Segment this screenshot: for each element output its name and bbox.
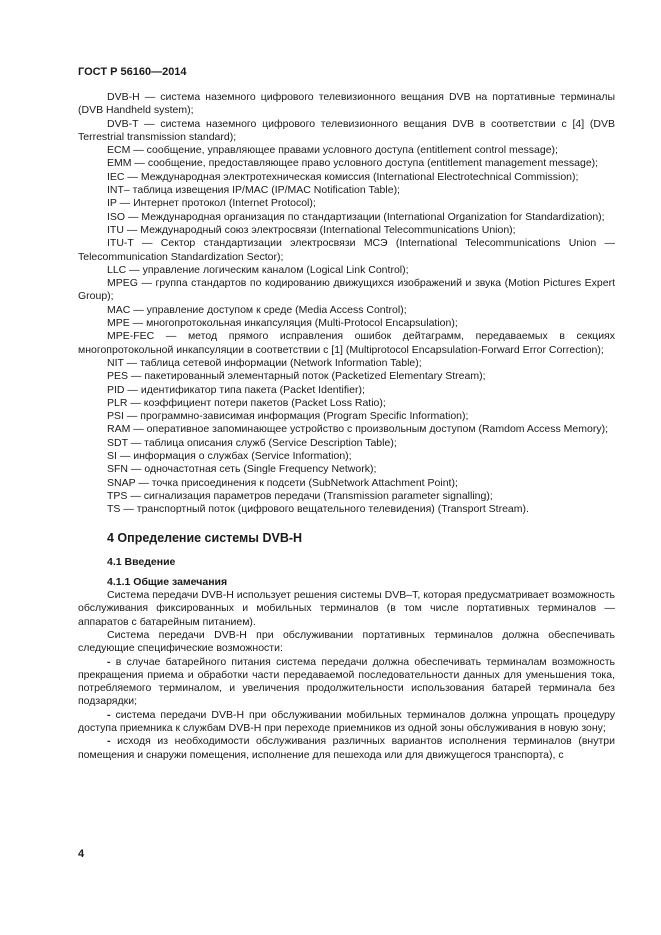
abbreviation-entry — [78, 171, 615, 184]
abbreviation-term: PSI — [107, 410, 124, 423]
abbreviation-definition: — точка присоединения к подсети (SubNetwork Attachment Point); — [135, 476, 458, 489]
abbreviation-definition: — Международная организация по стандартизации (International Organization for Standardization); — [125, 210, 605, 223]
paragraph: Система передачи DVB-H использует решения системы DVB–T, которая предусматривает возможность обслуживания фиксированных и мобильных терминалов (в том числе портативных терминалов — аппаратов с батарейным питанием). — [78, 589, 615, 628]
paragraph: Система передачи DVB-H при обслуживании портативных терминалов должна обеспечивать следующие специфические возможности: — [78, 628, 615, 655]
abbreviation-entry — [78, 237, 615, 264]
abbreviation-entry — [78, 211, 615, 224]
abbreviation-definition: — управление логическим каналом (Logical Link Control); — [126, 263, 409, 276]
abbreviation-term: ECM — [107, 144, 131, 157]
abbreviation-definition: – таблица извещения IP/MAC (IP/MAC Notification Table); — [123, 184, 400, 197]
abbreviation-definition: — пакетированный элементарный поток (Packetized Elementary Stream); — [128, 370, 486, 383]
abbreviation-entry — [78, 144, 615, 157]
page-body — [78, 91, 615, 762]
abbreviation-definition: — сигнализация параметров передачи (Transmission parameter signalling); — [127, 489, 493, 502]
abbreviation-term: IEC — [107, 170, 125, 183]
abbreviation-definition: — Международная электротехническая комиссия (International Electrotechnical Commission); — [124, 170, 579, 183]
bullet-marker: - — [107, 655, 111, 668]
abbreviation-definition: — идентификатор типа пакета (Packet Identifier); — [124, 383, 365, 396]
abbreviation-term: ITU — [107, 223, 124, 236]
abbreviation-term: LLC — [107, 263, 127, 276]
abbreviation-definition: — метод прямого исправления ошибок дейтаграмм, передаваемых в секциях многопротокольной инкапсуляции в соответствии с [1] (Multiprotocol Encapsulation-Forward Error Correction); — [78, 330, 615, 356]
abbreviation-definition: — оперативное запоминающее устройство с произвольным доступом (Ramdom Access Memory); — [130, 423, 608, 436]
abbreviation-entry — [78, 91, 615, 118]
abbreviation-entry — [78, 477, 615, 490]
abbreviation-entry — [78, 264, 615, 277]
abbreviation-entry — [78, 370, 615, 383]
abbreviation-term: INT — [107, 184, 124, 197]
abbreviation-list — [78, 91, 615, 517]
abbreviation-entry — [78, 224, 615, 237]
abbreviation-entry — [78, 184, 615, 197]
subsection-title: 4.1 Введение — [107, 555, 176, 568]
abbreviation-term: MAC — [107, 303, 131, 316]
page-number: 4 — [78, 848, 85, 860]
abbreviation-entry — [78, 463, 615, 476]
abbreviation-definition: — Международный союз электросвязи (International Telecommunications Union); — [123, 223, 516, 236]
abbreviation-entry — [78, 503, 615, 516]
abbreviation-entry — [78, 423, 615, 436]
abbreviation-term: MPE — [107, 317, 130, 330]
abbreviation-definition: — система наземного цифрового телевизионного вещания DVB на портативные терминалы (DVB Handheld system); — [78, 91, 615, 117]
abbreviation-definition: — программно-зависимая информация (Program Specific Information); — [123, 410, 469, 423]
abbreviation-term: DVB-T — [107, 117, 139, 130]
abbreviation-entry — [78, 118, 615, 145]
abbreviation-term: EMM — [107, 157, 132, 170]
abbreviation-definition: — управление доступом к среде (Media Access Control); — [130, 303, 407, 316]
abbreviation-definition: — многопротокольная инкапсуляция (Multi-Protocol Encapsulation); — [129, 317, 458, 330]
abbreviation-term: ISO — [107, 210, 126, 223]
abbreviation-entry — [78, 410, 615, 423]
bullet-text: система передачи DVB-H при обслуживании мобильных терминалов должна упрощать процедуру доступа приемника к службам DVB-H при переходе приемников из одной зоны обслуживания в новую зону; — [78, 708, 615, 735]
document-header: ГОСТ Р 56160—2014 — [78, 66, 187, 78]
abbreviation-entry — [78, 330, 615, 357]
bullet-list — [78, 656, 615, 762]
abbreviation-term: MPEG — [107, 277, 138, 290]
abbreviation-entry — [78, 384, 615, 397]
abbreviation-definition: — одночастотная сеть (Single Frequency Network); — [128, 463, 377, 476]
abbreviation-definition: — таблица сетевой информации (Network Information Table); — [123, 356, 422, 369]
abbreviation-definition: — Интернет протокол (Internet Protocol); — [116, 197, 316, 210]
abbreviation-term: SFN — [107, 463, 128, 476]
abbreviation-term: ITU-T — [107, 237, 134, 250]
abbreviation-term: NIT — [107, 356, 124, 369]
abbreviation-definition: — система наземного цифрового телевизионного вещания DVB в соответствии с [4] (DVB Terrestrial transmission standard); — [78, 117, 615, 143]
abbreviation-entry — [78, 317, 615, 330]
abbreviation-definition: — сообщение, предоставляющее право условного доступа (entitlement management message); — [131, 157, 599, 170]
abbreviation-term: RAM — [107, 423, 131, 436]
abbreviation-term: TPS — [107, 489, 128, 502]
abbreviation-entry — [78, 157, 615, 170]
abbreviation-definition: — сообщение, управляющее правами условного доступа (entitlement control message); — [130, 144, 558, 157]
abbreviation-term: TS — [107, 503, 121, 516]
abbreviation-term: SDT — [107, 436, 128, 449]
abbreviation-term: PES — [107, 370, 129, 383]
bullet-marker: - — [107, 708, 111, 721]
bullet-item — [78, 735, 615, 762]
abbreviation-term: SNAP — [107, 476, 136, 489]
abbreviation-definition: — группа стандартов по кодированию движущихся изображений и звука (Motion Pictures Expert Group); — [78, 277, 615, 303]
bullet-item — [78, 709, 615, 736]
abbreviation-entry — [78, 450, 615, 463]
abbreviation-term: MPE-FEC — [107, 330, 155, 343]
bullet-text: в случае батарейного питания система передачи должна обеспечивать терминалам возможность прекращения приема и обработки части передаваемой последовательности данных для уменьшения тока, потребляемого терминалом, и увеличения продолжительности использования батарей терминала без подзарядки; — [78, 655, 615, 708]
abbreviation-entry — [78, 397, 615, 410]
bullet-text: исходя из необходимости обслуживания различных вариантов исполнения терминалов (внутри помещения и снаружи помещения, исполнение для пешехода или для движущегося транспорта), с — [78, 735, 615, 761]
abbreviation-definition: — транспортный поток (цифрового вещательного телевидения) (Transport Stream). — [120, 503, 529, 516]
abbreviation-term: PLR — [107, 396, 128, 409]
abbreviation-entry — [78, 490, 615, 503]
abbreviation-entry — [78, 357, 615, 370]
subsubsection-title: 4.1.1 Общие замечания — [107, 575, 228, 588]
abbreviation-term: SI — [107, 450, 117, 463]
bullet-item — [78, 656, 615, 709]
abbreviation-entry — [78, 304, 615, 317]
abbreviation-term: PID — [107, 383, 125, 396]
abbreviation-entry — [78, 437, 615, 450]
abbreviation-definition: — Сектор стандартизации электросвязи МСЭ (International Telecommunications Union — Telecommunication Standardization Sector); — [78, 237, 615, 263]
abbreviation-definition: — коэффициент потери пакетов (Packet Loss Ratio); — [127, 396, 386, 409]
bullet-marker: - — [107, 735, 111, 748]
section-title: 4 Определение системы DVB-H — [107, 530, 303, 545]
abbreviation-term: DVB-H — [107, 91, 140, 103]
abbreviation-entry — [78, 277, 615, 304]
abbreviation-entry — [78, 197, 615, 210]
abbreviation-definition: — информация о службах (Service Information); — [116, 450, 352, 463]
abbreviation-term: IP — [107, 197, 117, 210]
abbreviation-definition: — таблица описания служб (Service Description Table); — [127, 436, 397, 449]
